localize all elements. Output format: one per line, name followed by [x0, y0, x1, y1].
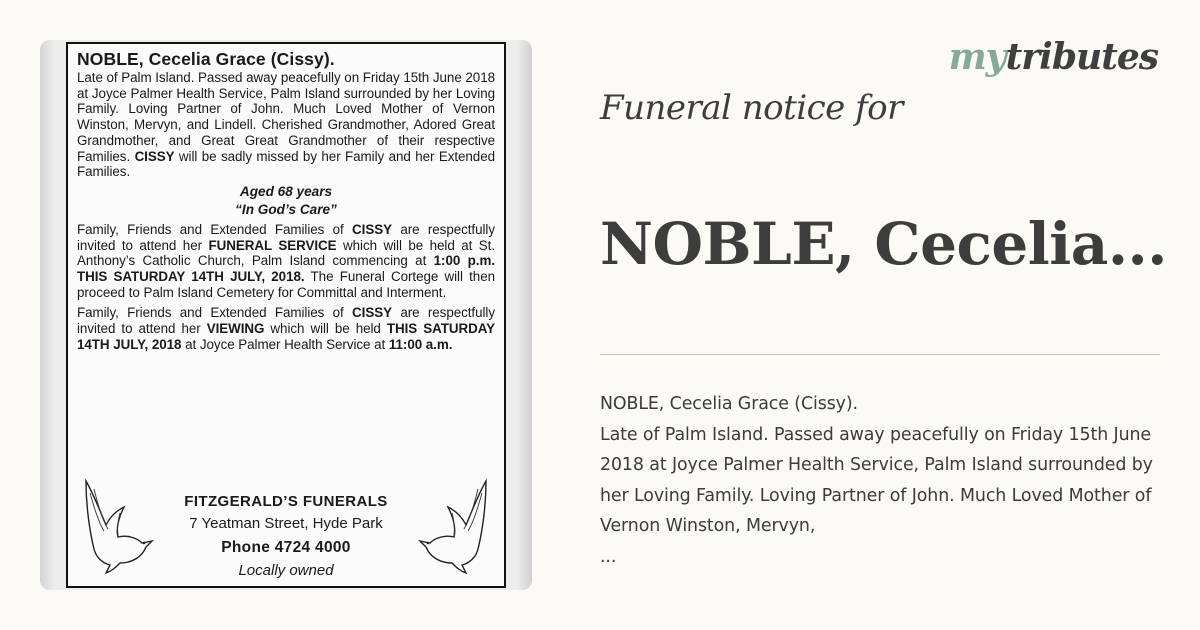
mytributes-logo[interactable]	[949, 36, 1158, 78]
notice-age: Aged 68 years	[239, 183, 333, 199]
divider	[600, 354, 1160, 355]
funeral-director-block	[68, 477, 504, 588]
notice-image	[40, 40, 532, 590]
director-name: FITZGERALD’S FUNERALS	[184, 493, 388, 510]
notice-paragraph-3: Family, Friends and Extended Families of CISSY are respectfully invited to attend her VIEWING which will be held THIS SATURDAY 14TH JULY, 2018 at Joyce Palmer Health Service at 11:00 a.m.	[77, 305, 495, 352]
logo-my: my	[948, 36, 1006, 78]
notice-subtitle: Funeral notice for	[600, 88, 903, 128]
deceased-name: NOBLE, Cecelia...	[600, 210, 1167, 278]
notice-care: “In God’s Care”	[235, 201, 337, 217]
notice-paragraph-1: Late of Palm Island. Passed away peacefully on Friday 15th June 2018 at Joyce Palmer Health Service, Palm Island surrounded by her Loving Family. Loving Partner of John. Much Loved Mother of Vernon Winston, Mervyn, and Lindell. Cherished Grandmother, Adored Great Grandmother, and Great Great Grandmother of their respective Families. CISSY will be sadly missed by her Family and her Extended Families.	[77, 70, 495, 180]
director-phone: Phone 4724 4000	[221, 539, 351, 556]
logo-tributes: tributes	[1005, 36, 1158, 78]
notice-excerpt: NOBLE, Cecelia Grace (Cissy). Late of Palm Island. Passed away peacefully on Friday 15th June 2018 at Joyce Palmer Health Service, Palm Island surrounded by her Loving Family. Loving Partner of John. Much Loved Mother of Vernon Winston, Mervyn, ...	[600, 394, 1153, 567]
notice-clipping	[66, 42, 506, 588]
director-tagline: Locally owned	[238, 562, 334, 579]
director-address: 7 Yeatman Street, Hyde Park	[189, 515, 383, 532]
notice-paragraph-2: Family, Friends and Extended Families of CISSY are respectfully invited to attend her FUNERAL SERVICE which will be held at St. Anthony’s Catholic Church, Palm Island commencing at 1:00 p.m. THIS SATURDAY 14TH JULY, 2018. The Funeral Cortege will then proceed to Palm Island Cemetery for Committal and Interment.	[77, 221, 495, 300]
notice-headline: NOBLE, Cecelia Grace (Cissy).	[77, 49, 335, 69]
